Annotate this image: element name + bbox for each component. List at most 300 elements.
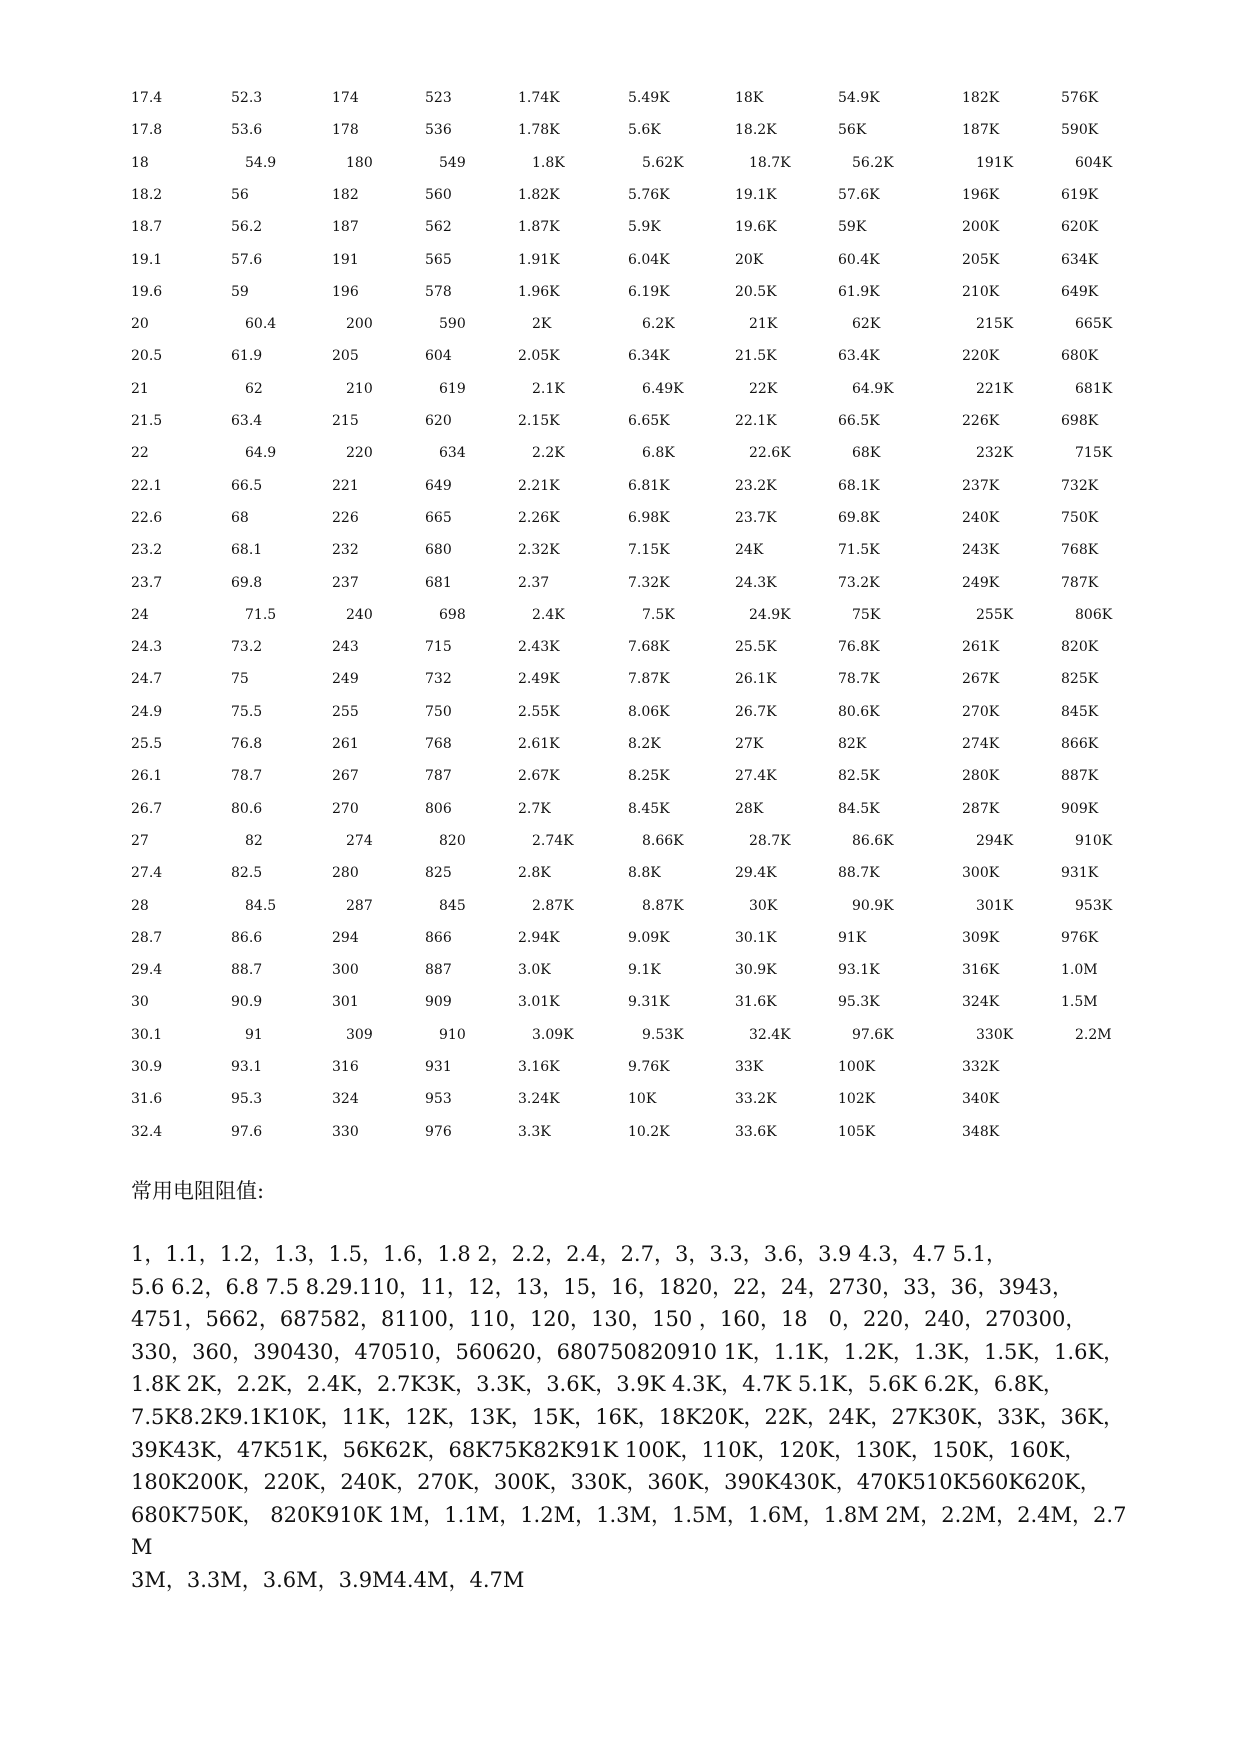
table-cell: 27 — [131, 832, 149, 849]
table-cell: 75.5 — [231, 703, 263, 720]
table-cell: 3.16K — [518, 1059, 560, 1075]
table-cell: 6.8K — [642, 445, 675, 462]
table-cell: 820K — [1061, 639, 1099, 656]
table-cell: 243K — [962, 542, 1000, 559]
table-cell: 294K — [976, 832, 1014, 849]
table-cell: 187K — [962, 122, 1000, 139]
table-cell: 604 — [425, 348, 452, 365]
table-cell: 590K — [1061, 122, 1099, 139]
table-cell: 63.4K — [838, 348, 880, 365]
table-cell: 301K — [976, 897, 1014, 914]
table-cell: 21K — [749, 316, 778, 333]
table-cell: 93.1K — [838, 962, 880, 979]
table-cell: 90.9 — [231, 994, 263, 1011]
table-cell: 21.5K — [735, 348, 777, 365]
table-cell: 1.0M — [1061, 962, 1098, 979]
table-cell: 220 — [346, 445, 373, 462]
table-cell: 59K — [838, 219, 867, 236]
table-cell: 5.9K — [628, 219, 661, 236]
table-cell: 825 — [425, 865, 452, 882]
table-cell: 24.3 — [131, 639, 163, 656]
table-cell: 82 — [245, 832, 263, 849]
table-cell: 681 — [425, 574, 452, 591]
table-cell: 3.09K — [532, 1026, 574, 1043]
common-values-heading: 常用电阻阻值: — [131, 1179, 265, 1203]
table-row — [0, 541, 1241, 573]
table-cell: 2.7K — [518, 800, 551, 817]
table-row — [0, 186, 1241, 218]
table-cell: 332K — [962, 1059, 1000, 1075]
table-cell: 91 — [245, 1026, 263, 1043]
table-cell: 2.26K — [518, 509, 560, 526]
table-cell: 6.65K — [628, 413, 670, 429]
table-cell: 287 — [346, 897, 373, 914]
table-cell: 73.2 — [231, 639, 263, 656]
table-cell: 20K — [735, 251, 764, 268]
table-cell: 909 — [425, 994, 452, 1011]
table-cell: 866 — [425, 929, 452, 946]
table-cell: 5.49K — [628, 90, 670, 106]
table-cell: 270 — [332, 800, 359, 817]
table-cell: 220K — [962, 348, 1000, 365]
table-cell: 182K — [962, 90, 1000, 106]
table-cell: 30.9K — [735, 962, 777, 979]
table-cell: 60.4K — [838, 251, 880, 268]
table-cell: 205K — [962, 251, 1000, 268]
table-cell: 7.68K — [628, 639, 670, 656]
table-cell: 787 — [425, 768, 452, 785]
table-cell: 26.1K — [735, 671, 777, 688]
table-row — [0, 477, 1241, 509]
table-cell: 562 — [425, 219, 452, 236]
table-cell: 88.7 — [231, 962, 263, 979]
table-cell: 909K — [1061, 800, 1099, 817]
table-row — [0, 929, 1241, 961]
table-cell: 59 — [231, 283, 249, 300]
table-cell: 62K — [852, 316, 881, 333]
table-cell: 56 — [231, 186, 249, 203]
table-cell: 910K — [1075, 832, 1113, 849]
table-cell: 86.6 — [231, 929, 263, 946]
table-row — [0, 638, 1241, 670]
table-row — [0, 800, 1241, 832]
table-cell: 31.6K — [735, 994, 777, 1011]
table-cell: 5.6K — [628, 122, 661, 139]
table-cell: 30.1K — [735, 929, 777, 946]
table-cell: 280K — [962, 768, 1000, 785]
table-cell: 715 — [425, 639, 452, 656]
table-cell: 6.98K — [628, 509, 670, 526]
table-cell: 649 — [425, 477, 452, 494]
table-cell: 24.7 — [131, 671, 163, 688]
table-cell: 240 — [346, 606, 373, 623]
table-cell: 78.7K — [838, 671, 880, 688]
table-cell: 330 — [332, 1123, 359, 1140]
table-cell: 255 — [332, 703, 359, 720]
table-cell: 76.8K — [838, 639, 880, 656]
table-cell: 845K — [1061, 703, 1099, 720]
table-cell: 66.5K — [838, 413, 880, 429]
table-cell: 931K — [1061, 865, 1099, 882]
table-cell: 32.4 — [131, 1123, 163, 1140]
table-cell: 8.45K — [628, 800, 670, 817]
table-cell: 665K — [1075, 316, 1113, 333]
table-row — [0, 703, 1241, 735]
table-cell: 301 — [332, 994, 359, 1011]
table-cell: 8.8K — [628, 865, 661, 882]
table-cell: 18.7K — [749, 154, 791, 171]
table-cell: 2.8K — [518, 865, 551, 882]
table-cell: 2.37 — [518, 574, 550, 591]
table-cell: 63.4 — [231, 413, 263, 429]
table-cell: 9.1K — [628, 962, 661, 979]
table-cell: 29.4 — [131, 962, 163, 979]
table-cell: 750K — [1061, 509, 1099, 526]
table-cell: 576K — [1061, 90, 1099, 106]
table-cell: 750 — [425, 703, 452, 720]
table-cell: 20.5K — [735, 283, 777, 300]
table-cell: 30 — [131, 994, 149, 1011]
table-cell: 9.76K — [628, 1059, 670, 1075]
table-cell: 187 — [332, 219, 359, 236]
table-row — [0, 218, 1241, 250]
table-cell: 681K — [1075, 380, 1113, 397]
table-cell: 54.9K — [838, 90, 880, 106]
table-cell: 18.2K — [735, 122, 777, 139]
table-cell: 26.7 — [131, 800, 163, 817]
table-cell: 6.81K — [628, 477, 670, 494]
table-row — [0, 606, 1241, 638]
table-cell: 300 — [332, 962, 359, 979]
table-cell: 1.96K — [518, 283, 560, 300]
table-row — [0, 993, 1241, 1025]
table-cell: 75 — [231, 671, 249, 688]
table-cell: 8.25K — [628, 768, 670, 785]
table-cell: 180 — [346, 154, 373, 171]
table-cell: 665 — [425, 509, 452, 526]
table-cell: 6.34K — [628, 348, 670, 365]
table-cell: 22.1K — [735, 413, 777, 429]
table-cell: 182 — [332, 186, 359, 203]
table-row — [0, 864, 1241, 896]
table-cell: 2.43K — [518, 639, 560, 656]
table-cell: 221 — [332, 477, 359, 494]
table-cell: 6.2K — [642, 316, 675, 333]
table-cell: 578 — [425, 283, 452, 300]
table-cell: 73.2K — [838, 574, 880, 591]
table-cell: 2.21K — [518, 477, 560, 494]
table-cell: 27.4K — [735, 768, 777, 785]
table-cell: 866K — [1061, 736, 1099, 752]
table-cell: 64.9 — [245, 445, 277, 462]
table-cell: 28 — [131, 897, 149, 914]
table-cell: 732K — [1061, 477, 1099, 494]
table-cell: 732 — [425, 671, 452, 688]
table-cell: 29.4K — [735, 865, 777, 882]
table-cell: 52.3 — [231, 90, 263, 106]
table-cell: 1.78K — [518, 122, 560, 139]
table-row — [0, 315, 1241, 347]
table-row — [0, 832, 1241, 864]
table-row — [0, 251, 1241, 283]
table-cell: 102K — [838, 1091, 876, 1108]
table-cell: 270K — [962, 703, 1000, 720]
table-cell: 97.6 — [231, 1123, 263, 1140]
table-cell: 23.7 — [131, 574, 163, 591]
table-cell: 232 — [332, 542, 359, 559]
table-cell: 56.2K — [852, 154, 894, 171]
table-cell: 20 — [131, 316, 149, 333]
table-cell: 17.8 — [131, 122, 163, 139]
table-cell: 300K — [962, 865, 1000, 882]
table-cell: 22 — [131, 445, 149, 462]
table-cell: 806K — [1075, 606, 1113, 623]
table-cell: 71.5K — [838, 542, 880, 559]
table-cell: 3.01K — [518, 994, 560, 1011]
table-cell: 30.1 — [131, 1026, 163, 1043]
table-cell: 7.5K — [642, 606, 675, 623]
table-cell: 2.15K — [518, 413, 560, 429]
table-row — [0, 897, 1241, 929]
table-cell: 64.9K — [852, 380, 894, 397]
table-cell: 21.5 — [131, 413, 163, 429]
table-cell: 825K — [1061, 671, 1099, 688]
table-cell: 1.82K — [518, 186, 560, 203]
table-cell: 61.9 — [231, 348, 263, 365]
table-cell: 191 — [332, 251, 359, 268]
table-cell: 243 — [332, 639, 359, 656]
table-cell: 910 — [439, 1026, 466, 1043]
table-cell: 215 — [332, 413, 359, 429]
table-cell: 1.74K — [518, 90, 560, 106]
table-cell: 221K — [976, 380, 1014, 397]
table-cell: 97.6K — [852, 1026, 894, 1043]
table-cell: 680 — [425, 542, 452, 559]
table-cell: 620K — [1061, 219, 1099, 236]
table-cell: 2.49K — [518, 671, 560, 688]
table-cell: 24K — [735, 542, 764, 559]
table-cell: 549 — [439, 154, 466, 171]
table-cell: 66.5 — [231, 477, 263, 494]
table-row — [0, 412, 1241, 444]
table-cell: 6.19K — [628, 283, 670, 300]
table-cell: 95.3K — [838, 994, 880, 1011]
table-cell: 215K — [976, 316, 1014, 333]
table-cell: 19.1K — [735, 186, 777, 203]
table-cell: 2.2M — [1075, 1026, 1112, 1043]
table-cell: 267 — [332, 768, 359, 785]
table-cell: 27.4 — [131, 865, 163, 882]
table-row — [0, 961, 1241, 993]
table-cell: 226 — [332, 509, 359, 526]
table-row — [0, 1123, 1241, 1155]
table-cell: 24.9 — [131, 703, 163, 720]
table-cell: 768 — [425, 736, 452, 752]
table-cell: 680K — [1061, 348, 1099, 365]
table-cell: 8.87K — [642, 897, 684, 914]
table-cell: 27K — [735, 736, 764, 752]
table-cell: 8.2K — [628, 736, 661, 752]
table-cell: 3.3K — [518, 1123, 551, 1140]
table-cell: 330K — [976, 1026, 1014, 1043]
table-cell: 2.67K — [518, 768, 560, 785]
table-cell: 698K — [1061, 413, 1099, 429]
table-cell: 590 — [439, 316, 466, 333]
table-cell: 698 — [439, 606, 466, 623]
table-cell: 22.6 — [131, 509, 163, 526]
table-cell: 3.24K — [518, 1091, 560, 1108]
table-cell: 196K — [962, 186, 1000, 203]
table-cell: 619 — [439, 380, 466, 397]
table-row — [0, 121, 1241, 153]
table-cell: 28.7 — [131, 929, 163, 946]
table-cell: 90.9K — [852, 897, 894, 914]
table-cell: 287K — [962, 800, 1000, 817]
table-cell: 715K — [1075, 445, 1113, 462]
table-cell: 22K — [749, 380, 778, 397]
table-cell: 28.7K — [749, 832, 791, 849]
table-cell: 255K — [976, 606, 1014, 623]
table-cell: 80.6 — [231, 800, 263, 817]
table-row — [0, 767, 1241, 799]
table-cell: 316 — [332, 1059, 359, 1075]
table-cell: 191K — [976, 154, 1014, 171]
table-cell: 294 — [332, 929, 359, 946]
table-cell: 536 — [425, 122, 452, 139]
table-cell: 32.4K — [749, 1026, 791, 1043]
table-cell: 649K — [1061, 283, 1099, 300]
table-cell: 2K — [532, 316, 552, 333]
table-row — [0, 89, 1241, 121]
table-cell: 53.6 — [231, 122, 263, 139]
table-cell: 22.6K — [749, 445, 791, 462]
table-cell: 26.1 — [131, 768, 163, 785]
table-cell: 953K — [1075, 897, 1113, 914]
table-row — [0, 509, 1241, 541]
table-cell: 33.2K — [735, 1091, 777, 1108]
table-cell: 267K — [962, 671, 1000, 688]
table-cell: 86.6K — [852, 832, 894, 849]
table-cell: 953 — [425, 1091, 452, 1108]
table-cell: 931 — [425, 1059, 452, 1075]
table-cell: 9.53K — [642, 1026, 684, 1043]
table-cell: 95.3 — [231, 1091, 263, 1108]
table-cell: 565 — [425, 251, 452, 268]
table-cell: 57.6K — [838, 186, 880, 203]
table-cell: 604K — [1075, 154, 1113, 171]
table-cell: 274 — [346, 832, 373, 849]
table-cell: 6.49K — [642, 380, 684, 397]
table-cell: 100K — [838, 1059, 876, 1075]
table-row — [0, 1090, 1241, 1122]
table-cell: 21 — [131, 380, 149, 397]
table-cell: 68 — [231, 509, 249, 526]
table-cell: 68K — [852, 445, 881, 462]
table-cell: 7.32K — [628, 574, 670, 591]
table-cell: 237K — [962, 477, 1000, 494]
table-cell: 71.5 — [245, 606, 277, 623]
common-values-paragraph: 1，1.1，1.2，1.3，1.5，1.6，1.8 2，2.2，2.4，2.7，3，3.3，3.6，3.9 4.3，4.7 5.1， 5.6 6.2，6.8 7.5 8.29.110，11，12，13，15，16，1820，22，24，2730，33，36，3943， 4751，5662，687582，81100，110，120，130，150 ，160，18 0，220，240，270300， 330，360，390430，470510，560620，680750820910 1K，1.1K，1.2K，1.3K，1.5K，1.6K， 1.8K 2K，2.2K，2.4K，2.7K3K，3.3K，3.6K，3.9K 4.3K，4.7K 5.1K，5.6K 6.2K，6.8K， 7.5K8.2K9.1K10K，11K，12K，13K，15K，16K，18K20K，22K，24K，27K30K，33K，36K， 39K43K，47K51K，56K62K，68K75K82K91K 100K，110K，120K，130K，150K，160K， 180K200K，220K，240K，270K，300K，330K，360K，390K430K，470K510K560K620K， 680K750K， 820K910K 1M，1.1M，1.2M，1.3M，1.5M，1.6M，1.8M 2M，2.2M，2.4M，2.7M 3M，3.3M，3.6M，3.9M4.4M，4.7M — [131, 1242, 1127, 1592]
table-cell: 20.5 — [131, 348, 163, 365]
table-cell: 56K — [838, 122, 867, 139]
table-cell: 620 — [425, 413, 452, 429]
table-row — [0, 574, 1241, 606]
table-cell: 174 — [332, 90, 359, 106]
table-cell: 2.05K — [518, 348, 560, 365]
table-cell: 2.55K — [518, 703, 560, 720]
table-cell: 26.7K — [735, 703, 777, 720]
table-cell: 8.66K — [642, 832, 684, 849]
table-cell: 210 — [346, 380, 373, 397]
table-cell: 976K — [1061, 929, 1099, 946]
table-cell: 1.87K — [518, 219, 560, 236]
table-cell: 18.7 — [131, 219, 163, 236]
table-cell: 340K — [962, 1091, 1000, 1108]
table-cell: 196 — [332, 283, 359, 300]
table-cell: 57.6 — [231, 251, 263, 268]
table-cell: 205 — [332, 348, 359, 365]
table-cell: 523 — [425, 90, 452, 106]
table-row — [0, 154, 1241, 186]
table-row — [0, 670, 1241, 702]
table-cell: 24 — [131, 606, 149, 623]
table-cell: 18.2 — [131, 186, 163, 203]
table-cell: 30.9 — [131, 1059, 163, 1075]
table-cell: 61.9K — [838, 283, 880, 300]
table-cell: 249 — [332, 671, 359, 688]
table-cell: 226K — [962, 413, 1000, 429]
table-cell: 2.94K — [518, 929, 560, 946]
table-cell: 768K — [1061, 542, 1099, 559]
table-cell: 280 — [332, 865, 359, 882]
table-cell: 2.87K — [532, 897, 574, 914]
table-cell: 200 — [346, 316, 373, 333]
table-cell: 309 — [346, 1026, 373, 1043]
table-cell: 60.4 — [245, 316, 277, 333]
table-cell: 560 — [425, 186, 452, 203]
table-cell: 178 — [332, 122, 359, 139]
table-cell: 23.2K — [735, 477, 777, 494]
table-cell: 23.2 — [131, 542, 163, 559]
table-cell: 3.0K — [518, 962, 551, 979]
table-row — [0, 1058, 1241, 1090]
table-row — [0, 283, 1241, 315]
table-cell: 25.5K — [735, 639, 777, 656]
table-cell: 56.2 — [231, 219, 263, 236]
table-cell: 68.1K — [838, 477, 880, 494]
table-row — [0, 347, 1241, 379]
table-cell: 348K — [962, 1123, 1000, 1140]
table-cell: 84.5K — [838, 800, 880, 817]
table-cell: 887K — [1061, 768, 1099, 785]
table-row — [0, 444, 1241, 476]
table-cell: 210K — [962, 283, 1000, 300]
table-cell: 1.5M — [1061, 994, 1098, 1011]
table-cell: 6.04K — [628, 251, 670, 268]
table-cell: 82.5K — [838, 768, 880, 785]
table-cell: 1.91K — [518, 251, 560, 268]
table-cell: 82.5 — [231, 865, 263, 882]
table-cell: 634 — [439, 445, 466, 462]
table-cell: 54.9 — [245, 154, 277, 171]
table-cell: 31.6 — [131, 1091, 163, 1108]
table-cell: 240K — [962, 509, 1000, 526]
table-cell: 68.1 — [231, 542, 263, 559]
table-cell: 309K — [962, 929, 1000, 946]
table-cell: 10K — [628, 1091, 657, 1108]
table-cell: 787K — [1061, 574, 1099, 591]
table-cell: 18 — [131, 154, 149, 171]
